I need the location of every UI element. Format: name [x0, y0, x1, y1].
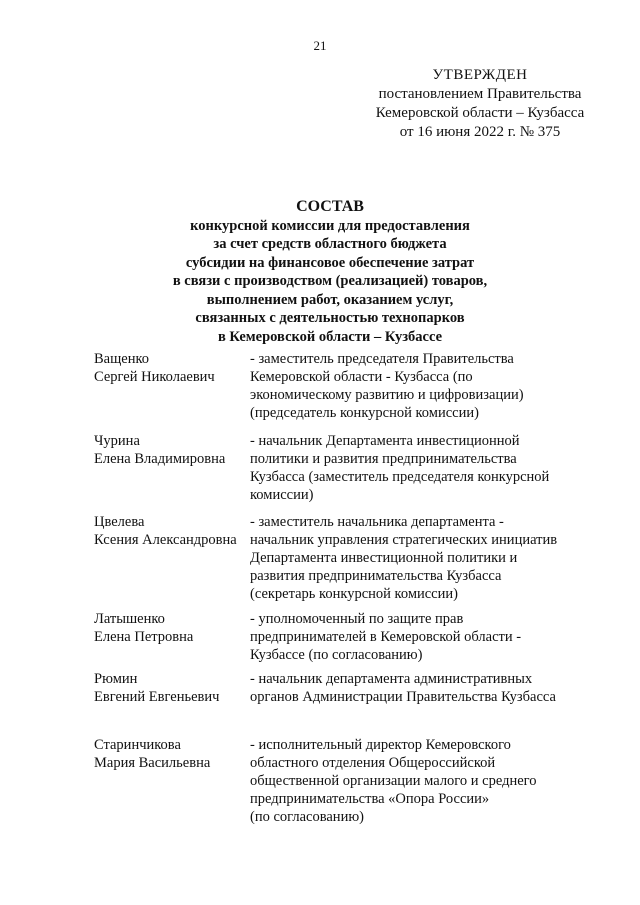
role-line: политики и развития предпринимательства	[250, 451, 517, 467]
title-line: субсидии на финансовое обеспечение затрат	[185, 254, 475, 271]
role-line: Департамента инвестиционной политики и	[250, 550, 518, 566]
member-role	[250, 513, 610, 603]
member-role	[250, 670, 610, 706]
role-line: - исполнительный директор Кемеровского	[250, 737, 511, 753]
role-line: - уполномоченный по защите прав	[250, 611, 464, 627]
role-line: (по согласованию)	[250, 809, 364, 825]
role-line: - заместитель председателя Правительства	[250, 351, 514, 367]
member-given-name: Евгений Евгеньевич	[94, 689, 220, 705]
role-line: Кемеровской области - Кузбасса (по	[250, 369, 473, 385]
member-name	[94, 736, 249, 772]
member-surname: Старинчикова	[94, 737, 181, 753]
role-line: общественной организации малого и среднего	[250, 773, 537, 789]
member-role	[250, 350, 610, 422]
role-line: предпринимательства «Опора России»	[250, 791, 490, 807]
role-line: - начальник департамента административных	[250, 671, 533, 687]
title-line: выполнением работ, оказанием услуг,	[206, 291, 454, 308]
member-given-name: Елена Петровна	[94, 629, 194, 645]
title-line: связанных с деятельностью технопарков	[195, 310, 465, 326]
member-role	[250, 610, 610, 664]
title-line: конкурсной комиссии для предоставления	[190, 217, 470, 234]
role-line: начальник управления стратегических инициатив	[250, 532, 558, 548]
title-line: в связи с производством (реализацией) товаров,	[172, 273, 488, 289]
page-number: 21	[313, 38, 327, 53]
role-line: Кузбасса (заместитель председателя конкурсной	[250, 469, 550, 485]
member-name	[94, 670, 249, 706]
member-name	[94, 432, 249, 468]
role-line: - заместитель начальника департамента -	[250, 514, 504, 530]
member-given-name: Ксения Александровна	[94, 532, 237, 548]
member-given-name: Сергей Николаевич	[94, 369, 215, 385]
role-line: развития предпринимательства Кузбасса	[250, 568, 502, 584]
member-surname: Цвелева	[94, 514, 145, 530]
approval-date-line: от 16 июня 2022 г. № 375	[399, 124, 561, 140]
member-given-name: Мария Васильевна	[94, 755, 211, 771]
title-line: за счет средств областного бюджета	[213, 236, 447, 252]
title-line: в Кемеровской области – Кузбассе	[217, 328, 443, 345]
member-surname: Чурина	[94, 433, 140, 449]
member-given-name: Елена Владимировна	[94, 451, 226, 467]
document-title	[90, 198, 570, 346]
role-line: предпринимателей в Кемеровской области -	[250, 629, 522, 645]
member-name	[94, 513, 249, 549]
title-heading: СОСТАВ	[296, 198, 364, 215]
member-name	[94, 350, 249, 386]
role-line: экономическому развитию и цифровизации)	[250, 387, 524, 403]
role-line: областного отделения Общероссийской	[250, 755, 496, 771]
member-surname: Рюмин	[94, 671, 138, 687]
member-surname: Латышенко	[94, 611, 165, 627]
role-line: комиссии)	[250, 487, 314, 503]
member-surname: Ващенко	[94, 351, 150, 367]
approval-line: постановлением Правительства	[378, 86, 582, 102]
role-line: (председатель конкурсной комиссии)	[250, 405, 479, 421]
approval-line: Кемеровской области – Кузбасса	[375, 105, 585, 121]
role-line: органов Администрации Правительства Кузбасса	[250, 689, 556, 705]
approval-heading: УТВЕРЖДЕН	[432, 67, 528, 83]
role-line: Кузбассе (по согласованию)	[250, 647, 423, 663]
member-name	[94, 610, 249, 646]
role-line: (секретарь конкурсной комиссии)	[250, 586, 458, 602]
member-role	[250, 432, 610, 504]
member-role	[250, 736, 610, 826]
role-line: - начальник Департамента инвестиционной	[250, 433, 520, 449]
approval-stamp	[360, 66, 600, 142]
